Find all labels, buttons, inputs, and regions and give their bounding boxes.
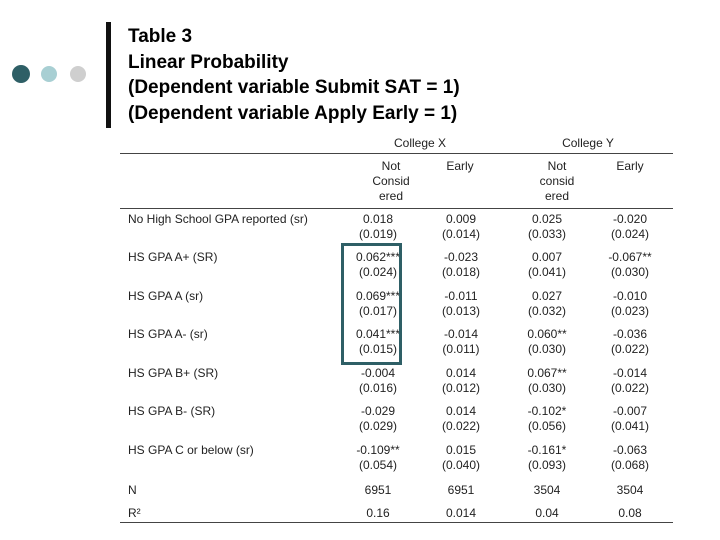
cell-estimate: 0.007: [531, 250, 563, 264]
cell-estimate: 0.014: [445, 506, 477, 520]
table-cell: [333, 366, 423, 396]
highlight-box: [341, 243, 402, 365]
title-line-4: (Dependent variable Apply Early = 1): [128, 102, 458, 124]
cell-standard-error: (0.032): [527, 304, 567, 318]
table-cell: [502, 327, 592, 357]
row-label: N: [128, 483, 137, 497]
decorative-dot-dark: [12, 65, 30, 83]
cell-estimate: -0.063: [612, 443, 648, 457]
table-cell: [416, 443, 506, 473]
cell-estimate: 3504: [533, 483, 561, 497]
cell-estimate: 0.018: [362, 212, 394, 226]
cell-estimate: 0.014: [445, 366, 477, 380]
table-cell: [502, 506, 592, 521]
cell-estimate: 0.009: [445, 212, 477, 226]
cell-estimate: -0.067**: [608, 250, 652, 264]
cell-standard-error: (0.018): [441, 265, 481, 279]
cell-estimate: 0.041***: [355, 327, 401, 341]
cell-estimate: -0.014: [612, 366, 648, 380]
cell-estimate: 0.027: [531, 289, 563, 303]
cell-standard-error: (0.054): [358, 458, 398, 472]
table-cell: [585, 483, 675, 498]
cell-estimate: -0.109**: [356, 443, 400, 457]
cell-standard-error: (0.024): [358, 265, 398, 279]
decorative-dot-light: [41, 66, 57, 82]
row-label: HS GPA C or below (sr): [128, 443, 254, 457]
cell-estimate: -0.010: [612, 289, 648, 303]
cell-standard-error: (0.023): [610, 304, 650, 318]
cell-estimate: 0.04: [535, 506, 559, 520]
header-bottom-rule: [120, 208, 673, 209]
row-label: HS GPA B+ (SR): [128, 366, 219, 380]
cell-standard-error: (0.014): [441, 227, 481, 241]
cell-standard-error: (0.041): [527, 265, 567, 279]
cell-estimate: -0.023: [443, 250, 479, 264]
table-bottom-rule: [120, 522, 673, 523]
cell-estimate: -0.161*: [527, 443, 567, 457]
table-cell: [502, 289, 592, 319]
table-cell: [333, 483, 423, 498]
table-cell: [416, 250, 506, 280]
table-cell: [585, 212, 675, 242]
cell-standard-error: (0.022): [610, 342, 650, 356]
table-cell: [416, 483, 506, 498]
cell-standard-error: (0.011): [442, 342, 480, 356]
row-label: No High School GPA reported (sr): [128, 212, 308, 226]
table-cell: [416, 212, 506, 242]
table-cell: [502, 212, 592, 242]
column-header-early-y: Early: [616, 159, 644, 173]
table-cell: [585, 250, 675, 280]
table-cell: [585, 289, 675, 319]
cell-estimate: -0.029: [360, 404, 396, 418]
table-cell: [502, 404, 592, 434]
title-line-1: Table 3: [128, 26, 193, 47]
cell-standard-error: (0.093): [527, 458, 567, 472]
cell-standard-error: (0.016): [358, 381, 398, 395]
cell-standard-error: (0.033): [527, 227, 567, 241]
cell-estimate: 0.025: [531, 212, 563, 226]
column-group-college-x: College X: [393, 136, 447, 150]
cell-estimate: 6951: [364, 483, 392, 497]
table-cell: [416, 404, 506, 434]
cell-estimate: 3504: [616, 483, 644, 497]
title-line-3: (Dependent variable Submit SAT = 1): [128, 77, 460, 98]
table-cell: [333, 506, 423, 521]
cell-estimate: 0.015: [445, 443, 477, 457]
cell-standard-error: (0.029): [358, 419, 398, 433]
table-cell: [585, 443, 675, 473]
column-header-not-considered-y: Not consid ered: [539, 159, 575, 203]
cell-estimate: -0.036: [612, 327, 648, 341]
cell-estimate: -0.020: [612, 212, 648, 226]
row-label: HS GPA B- (SR): [128, 404, 216, 418]
table-cell: [502, 250, 592, 280]
cell-standard-error: (0.017): [358, 304, 398, 318]
cell-estimate: 6951: [447, 483, 475, 497]
slide-title: [128, 24, 460, 126]
cell-estimate: -0.014: [443, 327, 479, 341]
cell-standard-error: (0.056): [527, 419, 567, 433]
table-cell: [416, 289, 506, 319]
cell-standard-error: (0.022): [441, 419, 481, 433]
cell-standard-error: (0.013): [441, 304, 481, 318]
cell-estimate: 0.08: [618, 506, 642, 520]
cell-standard-error: (0.015): [358, 342, 398, 356]
table-cell: [333, 404, 423, 434]
table-cell: [416, 506, 506, 521]
cell-standard-error: (0.022): [610, 381, 650, 395]
cell-estimate: 0.014: [445, 404, 477, 418]
title-line-2: Linear Probability: [128, 51, 289, 73]
table-cell: [333, 212, 423, 242]
title-divider: [106, 22, 111, 128]
cell-standard-error: (0.040): [441, 458, 481, 472]
row-label: HS GPA A- (sr): [128, 327, 208, 341]
row-label: R²: [128, 506, 141, 520]
cell-standard-error: (0.041): [610, 419, 650, 433]
cell-standard-error: (0.019): [358, 227, 398, 241]
column-header-early-x: Early: [446, 159, 474, 173]
decorative-dot-gray: [70, 66, 86, 82]
table-cell: [585, 506, 675, 521]
table-cell: [585, 327, 675, 357]
cell-estimate: 0.16: [366, 506, 390, 520]
table-cell: [416, 327, 506, 357]
cell-estimate: -0.102*: [527, 404, 567, 418]
table-cell: [416, 366, 506, 396]
table-top-rule: [120, 153, 673, 154]
cell-standard-error: (0.030): [610, 265, 650, 279]
row-label: HS GPA A (sr): [128, 289, 204, 303]
cell-estimate: -0.004: [360, 366, 396, 380]
cell-estimate: 0.060**: [527, 327, 567, 341]
table-cell: [502, 443, 592, 473]
cell-estimate: 0.062***: [355, 250, 401, 264]
cell-estimate: -0.007: [612, 404, 648, 418]
cell-standard-error: (0.068): [610, 458, 650, 472]
cell-estimate: -0.011: [444, 289, 478, 303]
column-header-not-considered-x: Not Consid ered: [372, 159, 410, 203]
row-label: HS GPA A+ (SR): [128, 250, 218, 264]
table-cell: [502, 483, 592, 498]
table-cell: [333, 443, 423, 473]
column-group-college-y: College Y: [562, 136, 614, 150]
cell-standard-error: (0.030): [527, 381, 567, 395]
cell-estimate: 0.067**: [527, 366, 567, 380]
table-cell: [585, 366, 675, 396]
cell-standard-error: (0.030): [527, 342, 567, 356]
cell-standard-error: (0.012): [441, 381, 481, 395]
cell-estimate: 0.069***: [355, 289, 401, 303]
table-cell: [502, 366, 592, 396]
cell-standard-error: (0.024): [610, 227, 650, 241]
table-cell: [585, 404, 675, 434]
